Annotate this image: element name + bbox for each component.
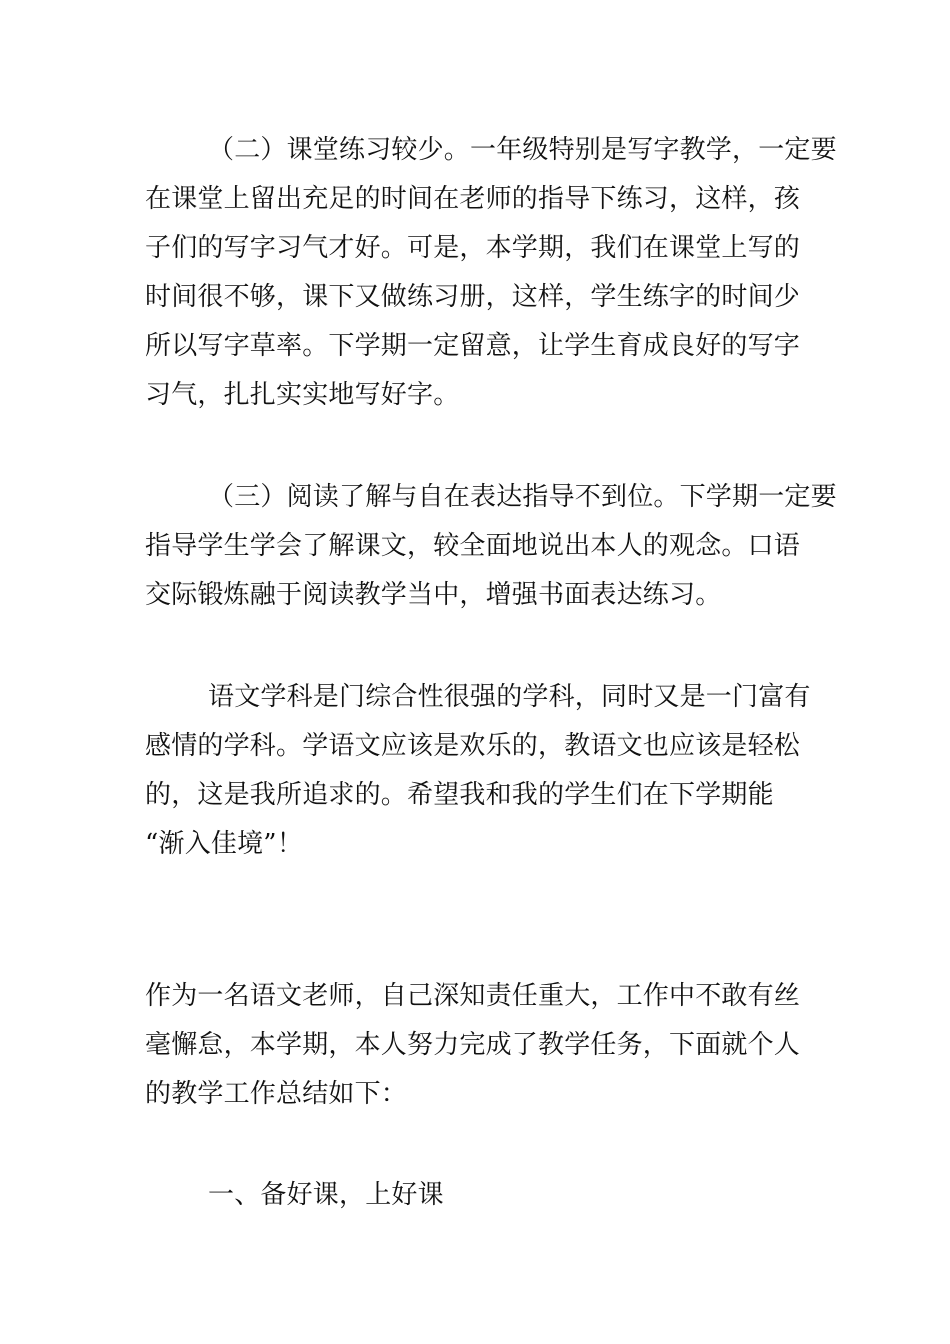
paragraph-line: “渐入佳境”！ [145, 829, 303, 859]
paragraph-line: 毫懈怠，本学期，本人努力完成了教学任务，下面就个人 [145, 1030, 801, 1060]
paragraph-line: 所以写字草率。下学期一定留意，让学生育成良好的写字 [145, 331, 801, 361]
paragraph-line: 习气，扎扎实实地写好字。 [145, 380, 460, 410]
paragraph-line: 的教学工作总结如下： [145, 1079, 408, 1109]
paragraph-line: 感情的学科。学语文应该是欢乐的，教语文也应该是轻松 [145, 731, 801, 761]
paragraph-line: 子们的写字习气才好。可是，本学期，我们在课堂上写的 [145, 233, 801, 263]
paragraph-line: 作为一名语文老师，自己深知责任重大，工作中不敢有丝 [145, 981, 801, 1011]
paragraph-line: （二）课堂练习较少。一年级特别是写字教学，一定要 [208, 135, 837, 165]
paragraph-line: 交际锻炼融于阅读教学当中，增强书面表达练习。 [145, 580, 722, 610]
paragraph-line: 的，这是我所追求的。希望我和我的学生们在下学期能 [145, 780, 774, 810]
section-heading: 一、备好课，上好课 [208, 1180, 444, 1210]
paragraph-line: 指导学生学会了解课文，较全面地说出本人的观念。口语 [145, 531, 801, 561]
paragraph-line: 语文学科是门综合性很强的学科，同时又是一门富有 [208, 682, 811, 712]
paragraph-line: （三）阅读了解与自在表达指导不到位。下学期一定要 [208, 482, 837, 512]
paragraph-line: 在课堂上留出充足的时间在老师的指导下练习，这样，孩 [145, 184, 801, 214]
paragraph-line: 时间很不够，课下又做练习册，这样，学生练字的时间少 [145, 282, 801, 312]
